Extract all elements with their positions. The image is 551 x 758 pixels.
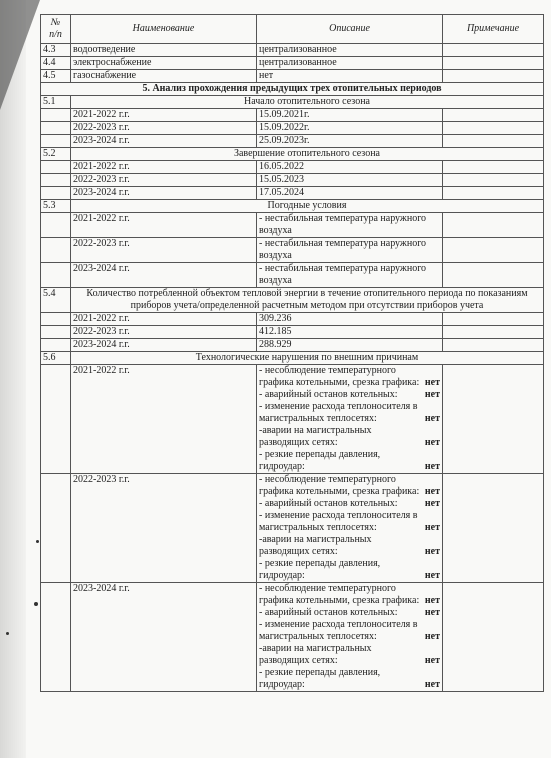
row-desc [257, 365, 443, 474]
subsection-num: 5.6 [41, 352, 71, 365]
row-desc: - нестабильная температура наружного воздуха [257, 213, 443, 238]
violation-row [41, 583, 544, 692]
violation-value: нет [424, 461, 440, 472]
violation-value: нет [424, 607, 440, 618]
subsection-title: Технологические нарушения по внешним причинам [71, 352, 544, 365]
row-note [443, 57, 544, 70]
violation-text: - резкие перепады давления, гидроудар: [259, 449, 381, 472]
header-desc: Описание [257, 15, 443, 44]
row-note [443, 174, 544, 187]
subsection-title: Погодные условия [71, 200, 544, 213]
subsection-header [41, 96, 544, 109]
row-note [443, 326, 544, 339]
subsection-header [41, 200, 544, 213]
violation-item [259, 365, 440, 389]
violation-text: -аварии на магистральных разводящих сетях: [259, 425, 372, 448]
row-name: 2023-2024 г.г. [71, 187, 257, 200]
row-num: 4.4 [41, 57, 71, 70]
row-name: 2021-2022 г.г. [71, 213, 257, 238]
violation-text: - аварийный останов котельных: [259, 389, 398, 400]
violation-text: - несоблюдение температурного графика котельными, срезка графика: [259, 365, 420, 388]
subsection-header [41, 352, 544, 365]
violation-text: -аварии на магистральных разводящих сетях: [259, 534, 372, 557]
row-name: 2023-2024 г.г. [71, 263, 257, 288]
row-desc: 412.185 [257, 326, 443, 339]
scan-speck [36, 540, 39, 543]
row-desc: 25.09.2023г. [257, 135, 443, 148]
row-desc: 16.05.2022 [257, 161, 443, 174]
violation-text: - резкие перепады давления, гидроудар: [259, 558, 381, 581]
row-note [443, 161, 544, 174]
row-note [443, 122, 544, 135]
row-name: 2022-2023 г.г. [71, 238, 257, 263]
violation-value: нет [424, 486, 440, 497]
violation-value: нет [424, 389, 440, 400]
row-name: водоотведение [71, 44, 257, 57]
violation-value: нет [424, 413, 440, 424]
row-num: 4.5 [41, 70, 71, 83]
table-row [41, 44, 544, 57]
table-row [41, 70, 544, 83]
violation-value: нет [424, 437, 440, 448]
row-num [41, 238, 71, 263]
row-name: 2021-2022 г.г. [71, 365, 257, 474]
violation-value: нет [424, 522, 440, 533]
header-num: № п/п [41, 15, 71, 44]
table-row [41, 135, 544, 148]
violation-text: - несоблюдение температурного графика котельными, срезка графика: [259, 583, 420, 606]
scan-corner [0, 0, 40, 110]
violation-item [259, 510, 440, 534]
table-row [41, 263, 544, 288]
violation-item [259, 619, 440, 643]
scan-speck [6, 632, 9, 635]
row-desc: 15.09.2022г. [257, 122, 443, 135]
violation-value: нет [424, 546, 440, 557]
violation-item [259, 449, 440, 473]
table-row [41, 174, 544, 187]
header-name: Наименование [71, 15, 257, 44]
row-note [443, 213, 544, 238]
row-num [41, 474, 71, 583]
violation-text: - аварийный останов котельных: [259, 498, 398, 509]
row-desc: централизованное [257, 44, 443, 57]
section-5-header [41, 83, 544, 96]
subsection-num: 5.4 [41, 288, 71, 313]
row-desc: 15.09.2021г. [257, 109, 443, 122]
table-row [41, 109, 544, 122]
header-note: Примечание [443, 15, 544, 44]
violation-row [41, 365, 544, 474]
table-row [41, 57, 544, 70]
row-num [41, 583, 71, 692]
row-num [41, 187, 71, 200]
row-desc: 309.236 [257, 313, 443, 326]
violation-item [259, 389, 440, 401]
violation-value: нет [424, 655, 440, 666]
violation-item [259, 474, 440, 498]
row-desc: нет [257, 70, 443, 83]
row-desc: 288.929 [257, 339, 443, 352]
row-name: газоснабжение [71, 70, 257, 83]
violation-item [259, 643, 440, 667]
row-note [443, 44, 544, 57]
table-row [41, 326, 544, 339]
scan-shadow [0, 0, 26, 758]
table-row [41, 187, 544, 200]
violation-text: - изменение расхода теплоносителя в магистральных теплосетях: [259, 510, 418, 533]
row-desc: 15.05.2023 [257, 174, 443, 187]
row-note [443, 339, 544, 352]
violation-text: - изменение расхода теплоносителя в магистральных теплосетях: [259, 619, 418, 642]
violation-value: нет [424, 570, 440, 581]
row-note [443, 238, 544, 263]
subsection-title: Начало отопительного сезона [71, 96, 544, 109]
violation-item [259, 667, 440, 691]
violation-text: - резкие перепады давления, гидроудар: [259, 667, 381, 690]
violation-item [259, 607, 440, 619]
table-row [41, 213, 544, 238]
subsection-title: Количество потребленной объектом тепловой энергии в течение отопительного периода по показаниям приборов учета/определенной расчетным методом при отсутствии приборов учета [71, 288, 544, 313]
row-num [41, 135, 71, 148]
violation-value: нет [424, 498, 440, 509]
row-desc [257, 474, 443, 583]
violation-item [259, 425, 440, 449]
row-num [41, 213, 71, 238]
row-note [443, 474, 544, 583]
violation-value: нет [424, 595, 440, 606]
violation-item [259, 534, 440, 558]
row-num [41, 263, 71, 288]
section-title: 5. Анализ прохождения предыдущих трех отопительных периодов [41, 83, 544, 96]
violation-text: - изменение расхода теплоносителя в магистральных теплосетях: [259, 401, 418, 424]
row-name: 2022-2023 г.г. [71, 122, 257, 135]
row-name: 2021-2022 г.г. [71, 109, 257, 122]
violation-item [259, 558, 440, 582]
row-desc: централизованное [257, 57, 443, 70]
violation-value: нет [424, 679, 440, 690]
violation-text: -аварии на магистральных разводящих сетях: [259, 643, 372, 666]
row-name: 2022-2023 г.г. [71, 326, 257, 339]
row-name: электроснабжение [71, 57, 257, 70]
violation-value: нет [424, 377, 440, 388]
row-num [41, 174, 71, 187]
row-name: 2023-2024 г.г. [71, 339, 257, 352]
row-name: 2022-2023 г.г. [71, 174, 257, 187]
table-row [41, 238, 544, 263]
row-num [41, 365, 71, 474]
row-num [41, 313, 71, 326]
table-header [41, 15, 544, 44]
row-note [443, 313, 544, 326]
row-desc [257, 583, 443, 692]
violation-row [41, 474, 544, 583]
row-num [41, 326, 71, 339]
row-num: 4.3 [41, 44, 71, 57]
row-name: 2023-2024 г.г. [71, 583, 257, 692]
row-num [41, 122, 71, 135]
row-name: 2023-2024 г.г. [71, 135, 257, 148]
row-desc: - нестабильная температура наружного воздуха [257, 263, 443, 288]
row-num [41, 339, 71, 352]
subsection-title: Завершение отопительного сезона [71, 148, 544, 161]
table-row [41, 313, 544, 326]
subsection-header [41, 288, 544, 313]
violation-value: нет [424, 631, 440, 642]
violation-text: - несоблюдение температурного графика котельными, срезка графика: [259, 474, 420, 497]
analysis-table [40, 14, 544, 692]
row-name: 2021-2022 г.г. [71, 313, 257, 326]
row-note [443, 263, 544, 288]
violation-item [259, 498, 440, 510]
row-name: 2021-2022 г.г. [71, 161, 257, 174]
row-desc: - нестабильная температура наружного воздуха [257, 238, 443, 263]
subsection-num: 5.3 [41, 200, 71, 213]
row-note [443, 135, 544, 148]
row-note [443, 583, 544, 692]
table-row [41, 161, 544, 174]
subsection-num: 5.1 [41, 96, 71, 109]
violation-item [259, 401, 440, 425]
table-row [41, 122, 544, 135]
table-row [41, 339, 544, 352]
row-num [41, 109, 71, 122]
scan-speck [34, 602, 38, 606]
row-note [443, 365, 544, 474]
violation-item [259, 583, 440, 607]
row-note [443, 109, 544, 122]
subsection-header [41, 148, 544, 161]
subsection-num: 5.2 [41, 148, 71, 161]
row-name: 2022-2023 г.г. [71, 474, 257, 583]
violation-text: - аварийный останов котельных: [259, 607, 398, 618]
row-note [443, 187, 544, 200]
row-num [41, 161, 71, 174]
row-note [443, 70, 544, 83]
row-desc: 17.05.2024 [257, 187, 443, 200]
